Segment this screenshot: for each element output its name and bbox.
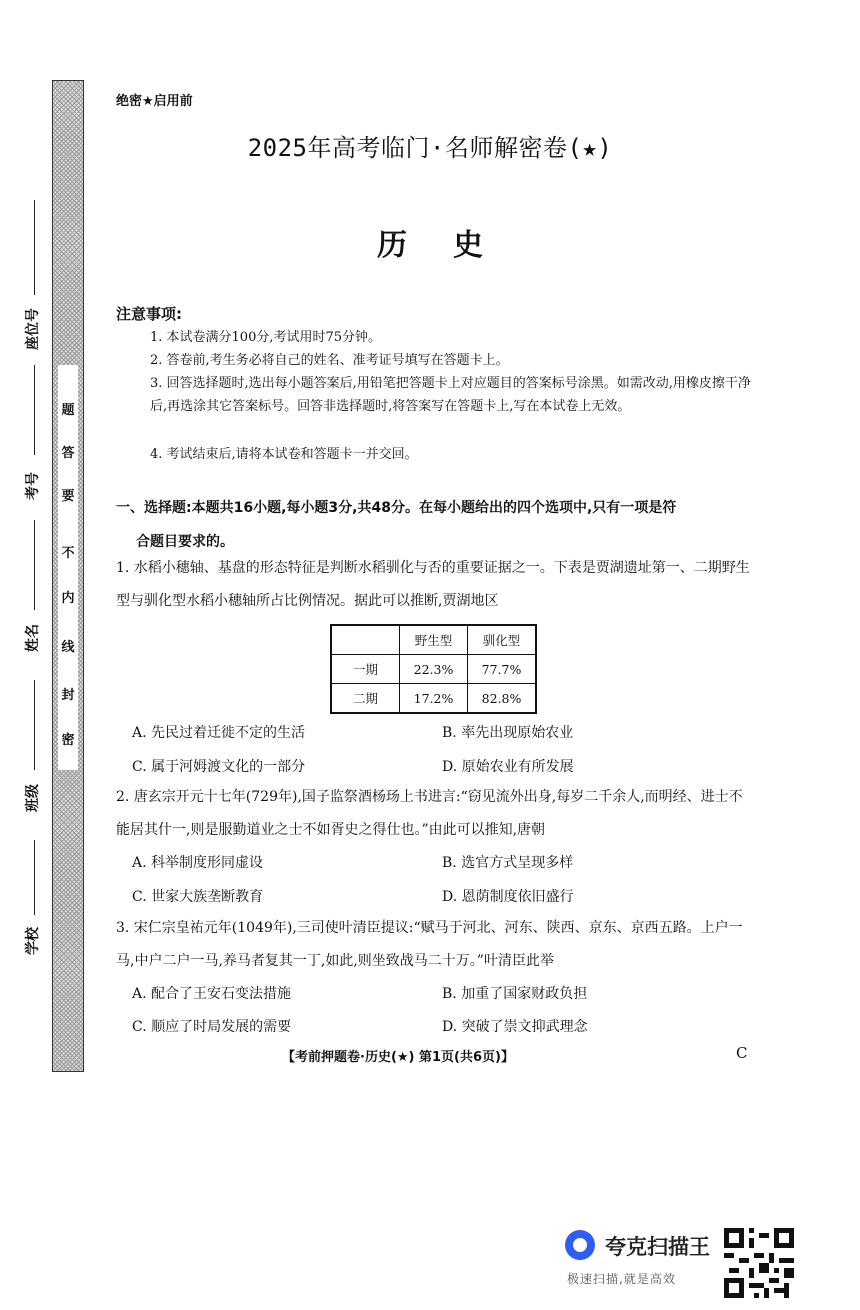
table-cell: 22.3% bbox=[400, 655, 468, 684]
question-2-option-c[interactable]: C. 世家大族垄断教育 bbox=[132, 889, 264, 905]
page-footer: 【考前押题卷·历史(★) 第1页(共6页)】 bbox=[282, 1050, 514, 1065]
class-label: 班级 bbox=[25, 784, 41, 812]
section-heading-line2: 合题目要求的。 bbox=[136, 534, 234, 550]
notice-item: 2. 答卷前,考生务必将自己的姓名、准考证号填写在答题卡上。 bbox=[150, 353, 509, 368]
question-3-option-d[interactable]: D. 突破了崇文抑武理念 bbox=[442, 1019, 588, 1035]
question-1-stem: 1. 水稻小穗轴、基盘的形态特征是判断水稻驯化与否的重要证据之一。下表是贾湖遗址第一、二期野生型与驯化型水稻小穗轴所占比例情况。据此可以推断,贾湖地区 bbox=[116, 560, 750, 609]
table-cell: 野生型 bbox=[400, 625, 468, 655]
table-header-row bbox=[331, 625, 536, 655]
seat-number-label: 座位号 bbox=[25, 308, 41, 350]
confidential-label: 绝密★启用前 bbox=[116, 94, 193, 109]
scanner-app-name: 夸克扫描王 bbox=[605, 1235, 710, 1259]
school-label: 学校 bbox=[25, 927, 41, 955]
seal-char: 答 bbox=[61, 446, 75, 461]
seal-char: 封 bbox=[61, 688, 75, 703]
question-3-option-b[interactable]: B. 加重了国家财政负担 bbox=[442, 986, 588, 1002]
notice-item: 1. 本试卷满分100分,考试用时75分钟。 bbox=[150, 330, 382, 345]
exam-title: 2025年高考临门·名师解密卷(★) bbox=[247, 134, 613, 162]
seal-char: 线 bbox=[61, 640, 75, 655]
table-cell: 77.7% bbox=[468, 655, 537, 684]
name-line[interactable] bbox=[34, 520, 35, 610]
question-1-option-b[interactable]: B. 率先出现原始农业 bbox=[442, 725, 574, 741]
version-letter: C bbox=[736, 1044, 748, 1062]
class-line[interactable] bbox=[34, 680, 35, 770]
question-3-option-c[interactable]: C. 顺应了时局发展的需要 bbox=[132, 1019, 292, 1035]
question-1-option-a[interactable]: A. 先民过着迁徙不定的生活 bbox=[132, 725, 306, 741]
question-3-option-a[interactable]: A. 配合了王安石变法措施 bbox=[132, 986, 292, 1002]
section-heading bbox=[116, 491, 756, 559]
school-line[interactable] bbox=[34, 840, 35, 915]
seal-char: 密 bbox=[61, 733, 75, 748]
rice-ratio-table bbox=[330, 624, 537, 714]
qr-code-icon bbox=[724, 1228, 794, 1298]
notice-heading: 注意事项: bbox=[116, 305, 182, 323]
scanner-logo-icon bbox=[565, 1230, 595, 1260]
notice-item: 4. 考试结束后,请将本试卷和答题卡一并交回。 bbox=[150, 447, 418, 462]
table-cell: 二期 bbox=[331, 684, 400, 714]
seal-char: 内 bbox=[61, 591, 75, 606]
table-cell: 驯化型 bbox=[468, 625, 537, 655]
question-1-option-c[interactable]: C. 属于河姆渡文化的一部分 bbox=[132, 759, 306, 775]
name-label: 姓名 bbox=[25, 624, 41, 652]
section-heading-line1: 一、选择题:本题共16小题,每小题3分,共48分。在每小题给出的四个选项中,只有一项是符 bbox=[116, 500, 677, 516]
seal-line-panel bbox=[58, 365, 78, 770]
question-3-stem: 3. 宋仁宗皇祐元年(1049年),三司使叶清臣提议:“赋马于河北、河东、陕西、京东、京西五路。上户一马,中户二户一马,养马者复其一丁,如此,则坐致战马二十万。”叶清臣此举 bbox=[116, 920, 743, 969]
table-cell: 82.8% bbox=[468, 684, 537, 714]
table-row bbox=[331, 684, 536, 714]
seal-char: 题 bbox=[61, 403, 75, 418]
seal-char: 不 bbox=[61, 546, 75, 561]
question-2-option-b[interactable]: B. 选官方式呈现多样 bbox=[442, 855, 574, 871]
subject-title: 历史 bbox=[377, 228, 529, 263]
question-2-stem: 2. 唐玄宗开元十七年(729年),国子监祭酒杨玚上书进言:“窃见流外出身,每岁二千余人,而明经、进士不能居其什一,则是服勤道业之士不如胥史之得仕也。”由此可以推知,唐朝 bbox=[116, 789, 743, 838]
notice-item: 3. 回答选择题时,选出每小题答案后,用铅笔把答题卡上对应题目的答案标号涂黑。如需改动,用橡皮擦干净后,再选涂其它答案标号。回答非选择题时,将答案写在答题卡上,写在本试卷上无效。 bbox=[150, 376, 751, 414]
table-cell bbox=[331, 625, 400, 655]
table-cell: 17.2% bbox=[400, 684, 468, 714]
table-row bbox=[331, 655, 536, 684]
exam-number-label: 考号 bbox=[25, 472, 41, 500]
question-1-option-d[interactable]: D. 原始农业有所发展 bbox=[442, 759, 574, 775]
table-cell: 一期 bbox=[331, 655, 400, 684]
question-2-option-a[interactable]: A. 科举制度形同虚设 bbox=[132, 855, 264, 871]
seal-char: 要 bbox=[61, 489, 75, 504]
scanner-tagline: 极速扫描,就是高效 bbox=[567, 1272, 676, 1286]
question-2-option-d[interactable]: D. 恩荫制度依旧盛行 bbox=[442, 889, 574, 905]
exam-number-line[interactable] bbox=[34, 365, 35, 455]
